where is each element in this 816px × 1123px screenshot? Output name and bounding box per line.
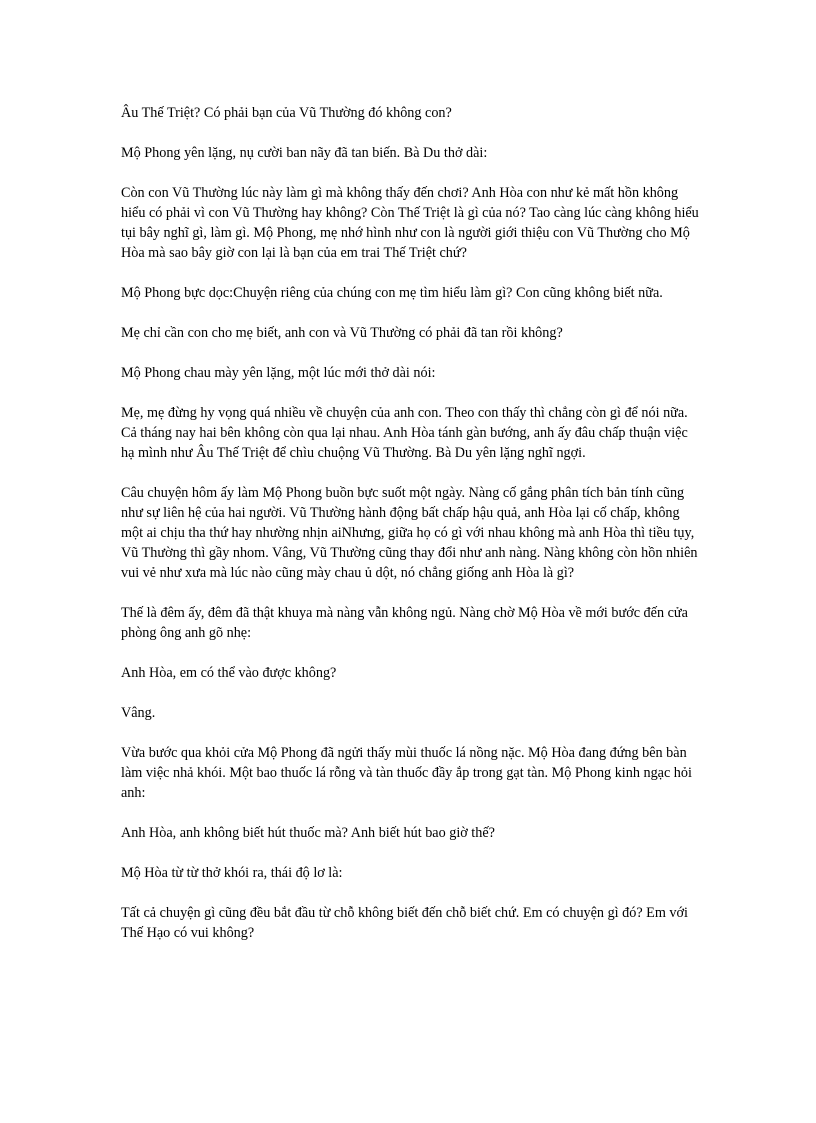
paragraph: Anh Hòa, em có thể vào được không?	[121, 665, 337, 681]
paragraph: Mộ Hòa từ từ thở khói ra, thái độ lơ là:	[121, 865, 343, 881]
paragraph: Mẹ chỉ cần con cho mẹ biết, anh con và Vũ Thường có phải đã tan rồi không?	[121, 325, 563, 341]
paragraph: Vâng.	[121, 705, 156, 721]
paragraph: Mộ Phong yên lặng, nụ cười ban nãy đã tan biến. Bà Du thở dài:	[121, 145, 488, 161]
paragraph: Mộ Phong chau mày yên lặng, một lúc mới thở dài nói:	[121, 365, 436, 381]
paragraph: Thế là đêm ấy, đêm đã thật khuya mà nàng vẫn không ngủ. Nàng chờ Mộ Hòa về mới bước đến cửa phòng ông anh gõ nhẹ:	[121, 605, 688, 641]
paragraph: Còn con Vũ Thường lúc này làm gì mà không thấy đến chơi? Anh Hòa con như kẻ mất hồn không hiểu có phải vì con Vũ Thường hay không? Còn Thế Triệt là gì của nó? Tao càng lúc càng không hiểu tụi bây nghĩ gì, làm gì. Mộ Phong, mẹ nhớ hình như con là người giới thiệu con Vũ Thường cho Mộ Hòa mà sao bây giờ con lại là bạn của em trai Thế Triệt chứ?	[121, 185, 699, 261]
paragraph: Mẹ, mẹ đừng hy vọng quá nhiều về chuyện của anh con. Theo con thấy thì chẳng còn gì để nói nữa. Cả tháng nay hai bên không còn qua lại nhau. Anh Hòa tánh gàn bướng, anh ấy đâu chấp thuận việc hạ mình như Âu Thế Triệt để chìu chuộng Vũ Thường. Bà Du yên lặng nghĩ ngợi.	[121, 405, 688, 461]
paragraph: Âu Thế Triệt? Có phải bạn của Vũ Thường đó không con?	[121, 105, 452, 121]
paragraph: Mộ Phong bực dọc:Chuyện riêng của chúng con mẹ tìm hiểu làm gì? Con cũng không biết nữa.	[121, 285, 663, 301]
story-text	[121, 103, 701, 943]
paragraph: Câu chuyện hôm ấy làm Mộ Phong buồn bực suốt một ngày. Nàng cố gắng phân tích bản tính cũng như sự liên hệ của hai người. Vũ Thường hành động bất chấp hậu quả, anh Hòa lại cố chấp, không một ai chịu tha thứ hay nhường nhịn aiNhưng, giữa họ có gì với nhau không mà anh Hòa thì tiều tụy, Vũ Thường thì gầy nhom. Vâng, Vũ Thường cũng thay đổi như anh nàng. Nàng không còn hồn nhiên vui vẻ như xưa mà lúc nào cũng mày chau ủ dột, nó chẳng giống anh Hòa là gì?	[121, 485, 698, 581]
paragraph: Vừa bước qua khỏi cửa Mộ Phong đã ngửi thấy mùi thuốc lá nồng nặc. Mộ Hòa đang đứng bên bàn làm việc nhả khói. Một bao thuốc lá rỗng và tàn thuốc đầy ắp trong gạt tàn. Mộ Phong kinh ngạc hỏi anh:	[121, 745, 692, 801]
paragraph: Anh Hòa, anh không biết hút thuốc mà? Anh biết hút bao giờ thế?	[121, 825, 495, 841]
paragraph: Tất cả chuyện gì cũng đều bắt đầu từ chỗ không biết đến chỗ biết chứ. Em có chuyện gì đó? Em với Thế Hạo có vui không?	[121, 905, 688, 941]
